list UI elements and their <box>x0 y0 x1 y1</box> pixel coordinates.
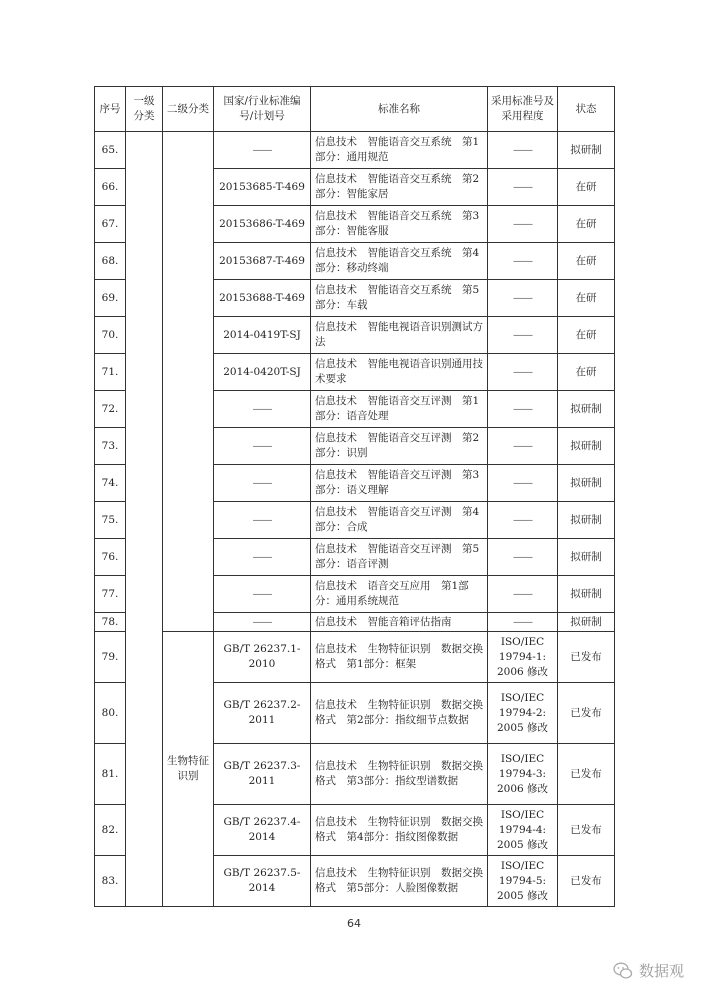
header-level1: 一级分类 <box>126 87 163 132</box>
cell-seq: 75. <box>95 502 126 539</box>
cell-adopt: —— <box>488 391 558 428</box>
cell-status: 拟研制 <box>558 613 615 632</box>
cell-code: GB/T 26237.5-2014 <box>214 856 311 907</box>
cell-name: 信息技术 智能语音交互系统 第3部分：智能客服 <box>311 206 488 243</box>
cell-code: 20153688-T-469 <box>214 280 311 317</box>
cell-adopt: —— <box>488 206 558 243</box>
cell-name: 信息技术 智能电视语音识别通用技术要求 <box>311 354 488 391</box>
cell-name: 信息技术 智能语音交互评测 第2部分：识别 <box>311 428 488 465</box>
cell-status: 已发布 <box>558 744 615 805</box>
cell-adopt: —— <box>488 576 558 613</box>
cell-name: 信息技术 语音交互应用 第1部分：通用系统规范 <box>311 576 488 613</box>
cell-status: 在研 <box>558 354 615 391</box>
cell-seq: 78. <box>95 613 126 632</box>
cell-adopt: ISO/IEC 19794-4: 2005 修改 <box>488 805 558 856</box>
cell-status: 已发布 <box>558 856 615 907</box>
watermark <box>613 960 684 981</box>
cell-code: —— <box>214 576 311 613</box>
cell-adopt: —— <box>488 169 558 206</box>
cell-status: 在研 <box>558 280 615 317</box>
cell-status: 拟研制 <box>558 576 615 613</box>
cell-code: GB/T 26237.4-2014 <box>214 805 311 856</box>
cell-seq: 80. <box>95 683 126 744</box>
header-row <box>95 87 615 132</box>
cell-status: 拟研制 <box>558 391 615 428</box>
cell-code: 20153685-T-469 <box>214 169 311 206</box>
cell-adopt: ISO/IEC 19794-2: 2005 修改 <box>488 683 558 744</box>
cell-seq: 74. <box>95 465 126 502</box>
cell-seq: 69. <box>95 280 126 317</box>
cell-status: 已发布 <box>558 632 615 683</box>
cell-name: 信息技术 生物特征识别 数据交换格式 第4部分：指纹图像数据 <box>311 805 488 856</box>
cell-name: 信息技术 生物特征识别 数据交换格式 第1部分：框架 <box>311 632 488 683</box>
cell-name: 信息技术 智能音箱评估指南 <box>311 613 488 632</box>
cell-seq: 68. <box>95 243 126 280</box>
cell-name: 信息技术 智能语音交互评测 第1部分：语音处理 <box>311 391 488 428</box>
cell-seq: 71. <box>95 354 126 391</box>
cell-code: —— <box>214 132 311 169</box>
cell-seq: 76. <box>95 539 126 576</box>
page-number: 64 <box>347 917 361 930</box>
cell-name: 信息技术 智能语音交互系统 第1部分：通用规范 <box>311 132 488 169</box>
cell-status: 在研 <box>558 206 615 243</box>
cell-name: 信息技术 智能电视语音识别测试方法 <box>311 317 488 354</box>
cell-name: 信息技术 智能语音交互评测 第3部分：语义理解 <box>311 465 488 502</box>
cell-code: —— <box>214 613 311 632</box>
cell-seq: 65. <box>95 132 126 169</box>
cell-seq: 79. <box>95 632 126 683</box>
cell-adopt: —— <box>488 132 558 169</box>
cell-name: 信息技术 生物特征识别 数据交换格式 第2部分：指纹细节点数据 <box>311 683 488 744</box>
cell-adopt: —— <box>488 243 558 280</box>
cell-adopt: —— <box>488 354 558 391</box>
cell-adopt: —— <box>488 613 558 632</box>
cell-level2 <box>163 132 214 632</box>
cell-name: 信息技术 智能语音交互系统 第2部分：智能家居 <box>311 169 488 206</box>
cell-status: 已发布 <box>558 805 615 856</box>
cell-status: 拟研制 <box>558 132 615 169</box>
cell-adopt: —— <box>488 502 558 539</box>
cell-seq: 72. <box>95 391 126 428</box>
cell-code: 2014-0419T-SJ <box>214 317 311 354</box>
cell-code: GB/T 26237.1-2010 <box>214 632 311 683</box>
cell-status: 在研 <box>558 243 615 280</box>
header-code: 国家/行业标准编号/计划号 <box>214 87 311 132</box>
cell-seq: 70. <box>95 317 126 354</box>
cell-level1 <box>126 132 163 907</box>
cell-adopt: —— <box>488 465 558 502</box>
cell-level2-biometrics: 生物特征识别 <box>163 632 214 907</box>
cell-code: —— <box>214 391 311 428</box>
cell-status: 拟研制 <box>558 502 615 539</box>
cell-adopt: ISO/IEC 19794-3: 2006 修改 <box>488 744 558 805</box>
cell-status: 在研 <box>558 169 615 206</box>
watermark-text: 数据观 <box>638 962 684 980</box>
cell-status: 拟研制 <box>558 465 615 502</box>
cell-code: 20153687-T-469 <box>214 243 311 280</box>
cell-code: GB/T 26237.2-2011 <box>214 683 311 744</box>
cell-seq: 77. <box>95 576 126 613</box>
cell-code: —— <box>214 539 311 576</box>
cell-name: 信息技术 生物特征识别 数据交换格式 第5部分：人脸图像数据 <box>311 856 488 907</box>
cell-code: 2014-0420T-SJ <box>214 354 311 391</box>
table-body <box>95 132 615 907</box>
cell-adopt: —— <box>488 539 558 576</box>
cell-adopt: ISO/IEC 19794-5: 2005 修改 <box>488 856 558 907</box>
cell-name: 信息技术 智能语音交互评测 第4部分：合成 <box>311 502 488 539</box>
cell-name: 信息技术 生物特征识别 数据交换格式 第3部分：指纹型谱数据 <box>311 744 488 805</box>
cell-seq: 66. <box>95 169 126 206</box>
cell-adopt: ISO/IEC 19794-1: 2006 修改 <box>488 632 558 683</box>
cell-code: —— <box>214 428 311 465</box>
cell-adopt: —— <box>488 317 558 354</box>
header-status: 状态 <box>558 87 615 132</box>
cell-seq: 67. <box>95 206 126 243</box>
cell-code: GB/T 26237.3-2011 <box>214 744 311 805</box>
wechat-icon <box>613 961 633 981</box>
header-name: 标准名称 <box>311 87 488 132</box>
cell-seq: 81. <box>95 744 126 805</box>
cell-code: 20153686-T-469 <box>214 206 311 243</box>
cell-status: 拟研制 <box>558 428 615 465</box>
table-row <box>95 132 615 169</box>
table-row <box>95 632 615 683</box>
cell-status: 在研 <box>558 317 615 354</box>
header-level2: 二级分类 <box>163 87 214 132</box>
cell-status: 拟研制 <box>558 539 615 576</box>
cell-seq: 83. <box>95 856 126 907</box>
standards-table <box>94 86 615 907</box>
cell-name: 信息技术 智能语音交互评测 第5部分：语音评测 <box>311 539 488 576</box>
cell-code: —— <box>214 502 311 539</box>
header-adopt: 采用标准号及采用程度 <box>488 87 558 132</box>
cell-name: 信息技术 智能语音交互系统 第5部分：车载 <box>311 280 488 317</box>
cell-status: 已发布 <box>558 683 615 744</box>
header-seq: 序号 <box>95 87 126 132</box>
cell-name: 信息技术 智能语音交互系统 第4部分：移动终端 <box>311 243 488 280</box>
cell-seq: 82. <box>95 805 126 856</box>
cell-seq: 73. <box>95 428 126 465</box>
cell-adopt: —— <box>488 280 558 317</box>
cell-code: —— <box>214 465 311 502</box>
cell-adopt: —— <box>488 428 558 465</box>
